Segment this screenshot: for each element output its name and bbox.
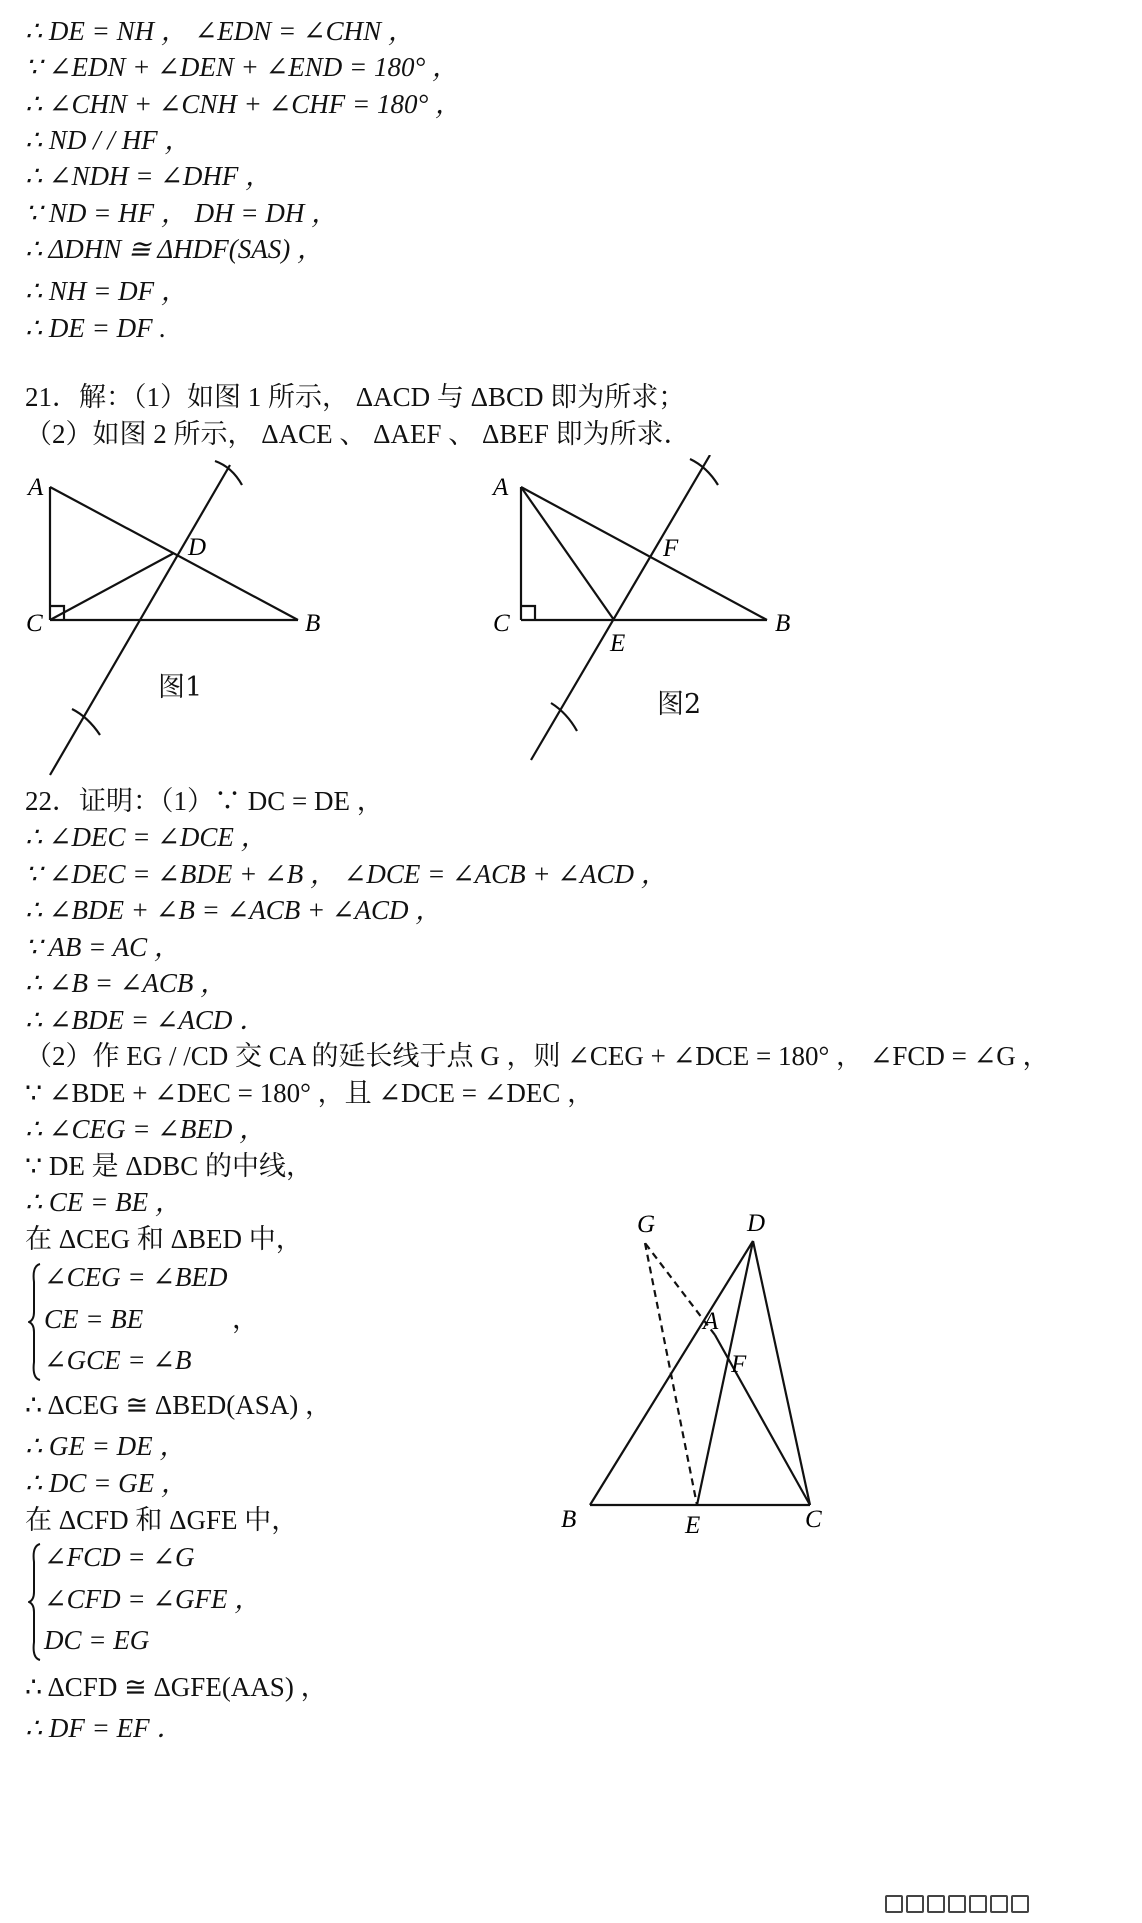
label-c: C (493, 610, 510, 637)
label-c: C (805, 1506, 822, 1533)
label-e: E (685, 1512, 701, 1535)
right-angle-mark (521, 606, 535, 620)
proof-line: （2）作 EG / /CD 交 CA 的延长线于点 G ，则 ∠CEG + ∠DCE = 180° ， ∠FCD = ∠G ， (25, 1041, 1050, 1071)
label-a: A (28, 474, 44, 501)
figure-3 (555, 1205, 855, 1535)
label-f: F (663, 535, 679, 562)
proof-line: ∴ ΔDHN ≅ ΔHDF(SAS) ， (25, 234, 324, 264)
segment-dc (753, 1241, 810, 1505)
proof-line: ∴ DE = NH ， ∠EDN = ∠CHN ， (25, 16, 415, 46)
system-line: ∠GCE = ∠B (44, 1345, 192, 1375)
proof-line: ∴ ∠CEG = ∠BED ， (25, 1114, 267, 1144)
proof-line: ∵ ND = HF ， DH = DH ， (25, 198, 339, 228)
proof-line: ∴ GE = DE ， (25, 1431, 187, 1461)
q21-line2: （2）如图 2 所示， ΔACE 、 ΔAEF 、 ΔBEF 即为所求． (25, 419, 691, 449)
proof-line: ∴ DC = GE ， (25, 1468, 188, 1498)
system-line: DC = EG (44, 1625, 150, 1655)
proof-line: ∴ ∠NDH = ∠DHF ， (25, 161, 273, 191)
segment-ab (521, 487, 767, 620)
label-e: E (610, 630, 626, 657)
proof-line: ∵ DE 是 ΔDBC 的中线， (25, 1151, 314, 1181)
proof-line: ∴ ∠B = ∠ACB ， (25, 968, 228, 998)
proof-line: ∴ CE = BE ， (25, 1187, 182, 1217)
arc-mark (215, 461, 242, 485)
system-line: ∠CEG = ∠BED (44, 1262, 228, 1292)
system-line: ∠CFD = ∠GFE ， (44, 1584, 262, 1614)
arc-mark (551, 703, 577, 731)
label-a: A (703, 1308, 719, 1335)
proof-line: 在 ΔCEG 和 ΔBED 中， (25, 1224, 303, 1254)
label-f: F (731, 1351, 747, 1378)
label-b: B (561, 1506, 577, 1533)
proof-line: ∴ ∠BDE + ∠B = ∠ACB + ∠ACD ， (25, 895, 443, 925)
proof-line: ∵ AB = AC ， (25, 932, 181, 962)
system-line: CE = BE (44, 1304, 144, 1334)
label-d: D (188, 534, 207, 561)
label-g: G (637, 1211, 656, 1238)
segment-ge (645, 1243, 697, 1505)
proof-line: ∴ ΔCFD ≅ ΔGFE(AAS) ， (25, 1672, 328, 1702)
proof-line: ∴ ∠CHN + ∠CNH + ∠CHF = 180° ， (25, 89, 463, 119)
proof-line: ∴ DE = DF . (25, 313, 167, 343)
brace-icon (28, 1542, 42, 1662)
proof-line: ∵ ∠BDE + ∠DEC = 180° ，且 ∠DCE = ∠DEC ， (25, 1078, 595, 1108)
segment-ca (715, 1335, 810, 1505)
system-line: ∠FCD = ∠G (44, 1542, 195, 1572)
segment-ae (521, 487, 614, 620)
figure-1 (20, 455, 350, 785)
brace-icon (28, 1262, 42, 1382)
label-d: D (747, 1210, 766, 1237)
proof-line: ∴ NH = DF ， (25, 276, 188, 306)
label-c: C (26, 610, 43, 637)
q21-line1: 21．解：（1）如图 1 所示， ΔACD 与 ΔBCD 即为所求； (25, 382, 686, 412)
proof-line: ∴ ΔCEG ≅ ΔBED(ASA) ， (25, 1390, 333, 1420)
watermark-icon (885, 1895, 1032, 1918)
label-b: B (775, 610, 791, 637)
segment-cd (50, 553, 174, 620)
proof-line: 在 ΔCFD 和 ΔGFE 中， (25, 1505, 299, 1535)
proof-line: 22．证明：（1）∵ DC = DE ， (25, 786, 384, 816)
figure-2-caption: 图2 (657, 689, 702, 720)
proof-line: ∴ ∠DEC = ∠DCE ， (25, 822, 268, 852)
system-tail: ， (232, 1304, 259, 1334)
proof-line: ∴ DF = EF ． (25, 1713, 184, 1743)
proof-line: ∵ ∠DEC = ∠BDE + ∠B ， ∠DCE = ∠ACB + ∠ACD ， (25, 859, 668, 889)
label-b: B (305, 610, 321, 637)
proof-line: ∵ ∠EDN + ∠DEN + ∠END = 180° ， (25, 52, 460, 82)
proof-line: ∴ ∠BDE = ∠ACD ． (25, 1005, 267, 1035)
label-a: A (493, 474, 509, 501)
figure-2 (485, 455, 815, 785)
proof-line: ∴ ND / / HF ， (25, 125, 192, 155)
figure-1-caption: 图1 (158, 672, 203, 703)
